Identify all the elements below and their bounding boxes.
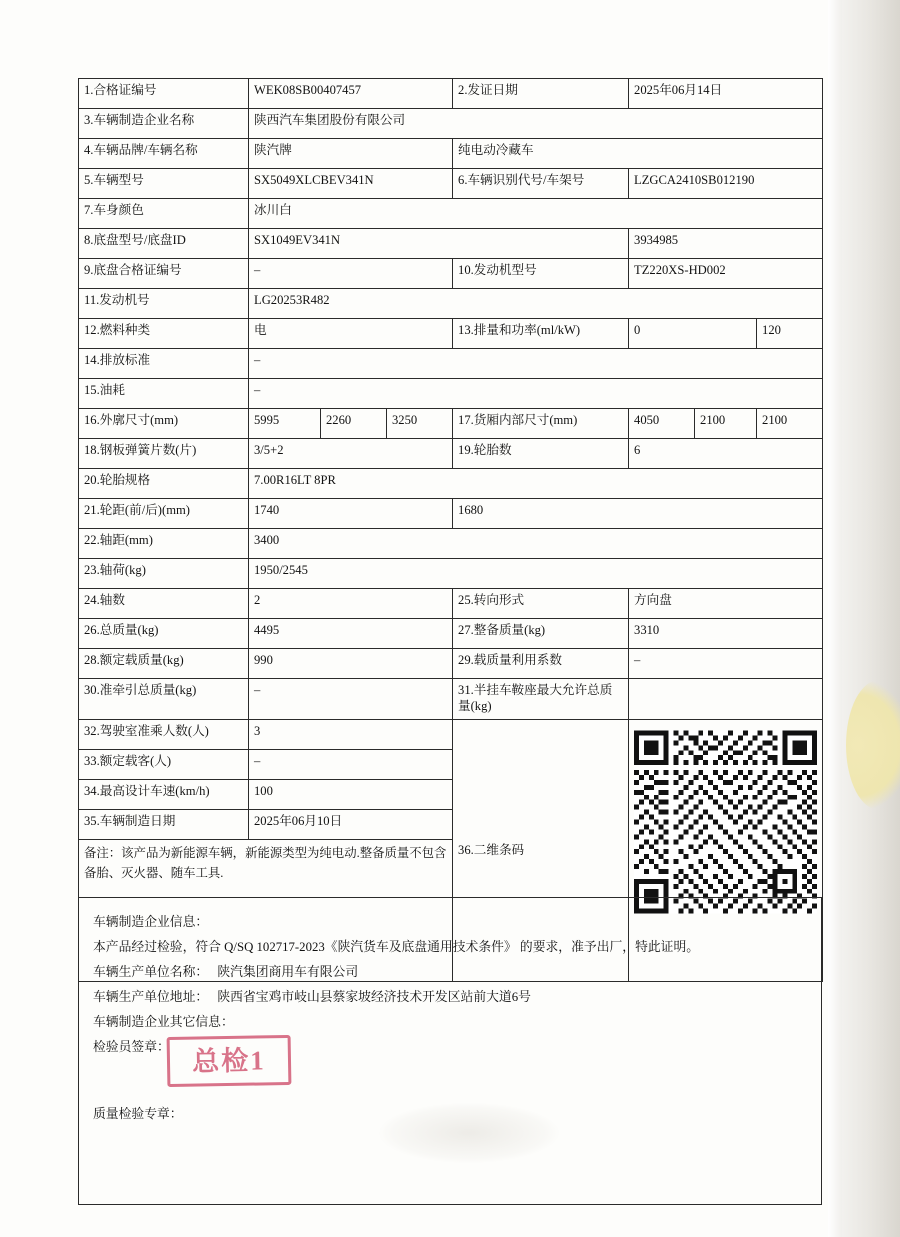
- table-row: [79, 79, 823, 109]
- producer-address-row: [93, 985, 807, 1010]
- field-label-chassis-model: 8.底盘型号/底盘ID: [79, 229, 249, 259]
- field-label-axle-count: 24.轴数: [79, 589, 249, 619]
- field-value-gross-mass: 4495: [249, 619, 453, 649]
- table-row: [79, 169, 823, 199]
- qr-code-image: [634, 728, 817, 916]
- table-row: [79, 259, 823, 289]
- field-value-towing-mass: –: [249, 679, 453, 720]
- field-value-cab-seats: 3: [249, 720, 453, 750]
- field-label-issue-date: 2.发证日期: [453, 79, 629, 109]
- table-row: [79, 409, 823, 439]
- field-label-cargo-dimensions: 17.货厢内部尺寸(mm): [453, 409, 629, 439]
- field-value-displacement: 0: [629, 319, 757, 349]
- field-value-emission-standard: –: [249, 349, 823, 379]
- company-info-label: 车辆制造企业信息：: [93, 915, 209, 929]
- table-row: [79, 229, 823, 259]
- field-value-track-rear: 1680: [453, 499, 823, 529]
- table-row: [79, 319, 823, 349]
- field-value-fuel-consumption: –: [249, 379, 823, 409]
- qr-code-wrapper: [634, 724, 817, 916]
- table-row: [79, 139, 823, 169]
- field-value-leaf-spring-count: 3/5+2: [249, 439, 453, 469]
- producer-name-value: 陕汽集团商用车有限公司: [217, 964, 359, 979]
- certification-statement: 本产品经过检验，符合 Q/SQ 102717-2023《陕汽货车及底盘通用技术条件》 的要求，准予出厂，特此证明。: [93, 939, 700, 954]
- field-label-engine-model: 10.发动机型号: [453, 259, 629, 289]
- field-value-wheelbase: 3400: [249, 529, 823, 559]
- producer-name-label: 车辆生产单位名称：: [93, 964, 209, 979]
- field-value-vin: LZGCA2410SB012190: [629, 169, 823, 199]
- remark-text: 该产品为新能源车辆，新能源类型为纯电动.整备质量不包含备胎、灭火器、随车工具.: [84, 846, 447, 880]
- field-value-fuel-type: 电: [249, 319, 453, 349]
- table-row: [79, 469, 823, 499]
- faint-round-seal: [379, 1103, 559, 1163]
- field-label-tire-count: 19.轮胎数: [453, 439, 629, 469]
- field-label-qr-code: 36.二维条码: [453, 720, 629, 982]
- field-value-issue-date: 2025年06月14日: [629, 79, 823, 109]
- producer-address-value: 陕西省宝鸡市岐山县蔡家坡经济技术开发区站前大道6号: [217, 989, 531, 1004]
- field-value-overall-height: 3250: [387, 409, 453, 439]
- table-row: [79, 649, 823, 679]
- field-value-manufacturer: 陕西汽车集团股份有限公司: [249, 109, 823, 139]
- inspector-stamp: 总检1: [167, 1035, 292, 1087]
- field-label-max-speed: 34.最高设计车速(km/h): [79, 780, 249, 810]
- field-label-fuel-type: 12.燃料种类: [79, 319, 249, 349]
- field-value-cargo-length: 4050: [629, 409, 695, 439]
- field-value-cert-no: WEK08SB00407457: [249, 79, 453, 109]
- field-value-axle-load: 1950/2545: [249, 559, 823, 589]
- field-label-cert-no: 1.合格证编号: [79, 79, 249, 109]
- field-label-saddle-mass: 31.半挂车鞍座最大允许总质量(kg): [453, 679, 629, 720]
- scan-edge-shadow: [842, 0, 900, 1237]
- table-row: [79, 109, 823, 139]
- field-label-rated-passengers: 33.额定载客(人): [79, 750, 249, 780]
- field-value-model: SX5049XLCBEV341N: [249, 169, 453, 199]
- field-label-track-width: 21.轮距(前/后)(mm): [79, 499, 249, 529]
- field-value-power: 120: [757, 319, 823, 349]
- field-label-axle-load: 23.轴荷(kg): [79, 559, 249, 589]
- inspector-signature-label: 检验员签章：: [93, 1039, 170, 1054]
- field-label-tire-spec: 20.轮胎规格: [79, 469, 249, 499]
- field-label-curb-mass: 27.整备质量(kg): [453, 619, 629, 649]
- table-row: [79, 589, 823, 619]
- field-value-engine-no: LG20253R482: [249, 289, 823, 319]
- producer-name-row: [93, 960, 807, 985]
- field-value-steering-type: 方向盘: [629, 589, 823, 619]
- manufacturer-info-box: [78, 897, 822, 1205]
- certificate-table-container: [78, 78, 822, 982]
- field-label-rated-load: 28.额定载质量(kg): [79, 649, 249, 679]
- field-label-cab-seats: 32.驾驶室准乘人数(人): [79, 720, 249, 750]
- field-value-overall-length: 5995: [249, 409, 321, 439]
- field-value-brand: 陕汽牌: [249, 139, 453, 169]
- field-value-cargo-width: 2100: [695, 409, 757, 439]
- field-value-overall-width: 2260: [321, 409, 387, 439]
- table-row: [79, 439, 823, 469]
- table-row: [79, 199, 823, 229]
- field-label-towing-mass: 30.准牵引总质量(kg): [79, 679, 249, 720]
- table-row: [79, 349, 823, 379]
- field-label-engine-no: 11.发动机号: [79, 289, 249, 319]
- field-label-displacement-power: 13.排量和功率(ml/kW): [453, 319, 629, 349]
- field-value-cargo-height: 2100: [757, 409, 823, 439]
- field-label-overall-dimensions: 16.外廓尺寸(mm): [79, 409, 249, 439]
- field-label-steering-type: 25.转向形式: [453, 589, 629, 619]
- field-value-axle-count: 2: [249, 589, 453, 619]
- field-value-load-factor: –: [629, 649, 823, 679]
- field-value-rated-load: 990: [249, 649, 453, 679]
- field-label-gross-mass: 26.总质量(kg): [79, 619, 249, 649]
- field-value-rated-passengers: –: [249, 750, 453, 780]
- field-label-fuel-consumption: 15.油耗: [79, 379, 249, 409]
- field-label-wheelbase: 22.轴距(mm): [79, 529, 249, 559]
- field-value-chassis-id: 3934985: [629, 229, 823, 259]
- field-value-chassis-cert-no: –: [249, 259, 453, 289]
- field-value-vehicle-name: 纯电动冷藏车: [453, 139, 823, 169]
- field-value-curb-mass: 3310: [629, 619, 823, 649]
- field-label-chassis-cert-no: 9.底盘合格证编号: [79, 259, 249, 289]
- table-row: [79, 619, 823, 649]
- field-label-vin: 6.车辆识别代号/车架号: [453, 169, 629, 199]
- field-value-body-color: 冰川白: [249, 199, 823, 229]
- field-value-manufacture-date: 2025年06月10日: [249, 810, 453, 840]
- field-value-chassis-model: SX1049EV341N: [249, 229, 629, 259]
- table-row: [79, 529, 823, 559]
- other-info-label: 车辆制造企业其它信息：: [93, 1014, 234, 1029]
- field-label-model: 5.车辆型号: [79, 169, 249, 199]
- field-value-track-front: 1740: [249, 499, 453, 529]
- table-row: [79, 499, 823, 529]
- table-row: [79, 720, 823, 750]
- field-value-tire-spec: 7.00R16LT 8PR: [249, 469, 823, 499]
- quality-seal-label: 质量检验专章：: [93, 1106, 183, 1121]
- table-row: [79, 559, 823, 589]
- table-row: [79, 379, 823, 409]
- field-value-tire-count: 6: [629, 439, 823, 469]
- field-label-load-factor: 29.载质量利用系数: [453, 649, 629, 679]
- field-label-emission-standard: 14.排放标准: [79, 349, 249, 379]
- vehicle-certificate-table: [78, 78, 823, 982]
- field-value-engine-model: TZ220XS-HD002: [629, 259, 823, 289]
- field-label-manufacturer: 3.车辆制造企业名称: [79, 109, 249, 139]
- field-value-saddle-mass: [629, 679, 823, 720]
- producer-address-label: 车辆生产单位地址：: [93, 989, 209, 1004]
- field-label-manufacture-date: 35.车辆制造日期: [79, 810, 249, 840]
- field-value-max-speed: 100: [249, 780, 453, 810]
- field-label-body-color: 7.车身颜色: [79, 199, 249, 229]
- table-row: [79, 679, 823, 720]
- scan-edge-highlight: [828, 0, 842, 1237]
- remark-label: 备注：: [84, 846, 122, 861]
- field-label-brand-name: 4.车辆品牌/车辆名称: [79, 139, 249, 169]
- table-row: [79, 289, 823, 319]
- field-label-leaf-spring-count: 18.钢板弹簧片数(片): [79, 439, 249, 469]
